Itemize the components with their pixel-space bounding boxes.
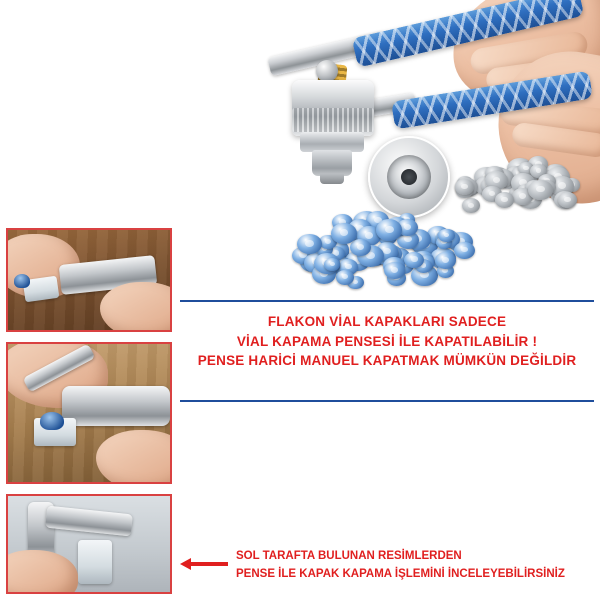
cap xyxy=(376,219,402,241)
cap xyxy=(350,239,371,256)
photo2-hand-2 xyxy=(96,430,172,484)
photo-crimping-step-1 xyxy=(6,228,172,332)
cap xyxy=(435,252,456,269)
cap xyxy=(331,223,356,244)
photo3-vial xyxy=(78,540,112,584)
divider-bottom xyxy=(180,400,594,402)
cap xyxy=(384,262,405,279)
bottom-note-line-1: SOL TARAFTA BULUNAN RESİMLERDEN xyxy=(236,550,462,562)
closeup-center xyxy=(401,169,417,185)
photo2-cap xyxy=(40,412,64,430)
closeup-jaw xyxy=(387,155,431,199)
cap xyxy=(404,252,424,268)
cap xyxy=(336,270,354,285)
photo-crimping-step-2 xyxy=(6,342,172,484)
cap xyxy=(558,192,577,208)
bottom-note-line-2: PENSE İLE KAPAK KAPAMA İŞLEMİNİ İNCELEYEBİLİRSİNİZ xyxy=(236,567,565,580)
headline-line-3: PENSE HARİCİ MANUEL KAPATMAK MÜMKÜN DEĞİLDİR xyxy=(197,353,577,369)
cap xyxy=(454,242,475,259)
cap xyxy=(495,192,514,208)
crimping-head-closeup xyxy=(368,136,450,218)
headline-line-1: FLAKON VİAL KAPAKLARI SADECE xyxy=(267,314,507,329)
photo1-hand-2 xyxy=(100,282,172,332)
photo-crimping-step-3 xyxy=(6,494,172,594)
headline-line-2: VİAL KAPAMA PENSESİ İLE KAPATILABİLİR ! xyxy=(236,333,538,349)
photo1-cap xyxy=(14,274,30,288)
left-arrow-icon xyxy=(180,558,228,570)
divider-top xyxy=(180,300,594,302)
cap xyxy=(462,198,480,213)
crimping-head-collar xyxy=(300,132,364,152)
crimping-head-knurl xyxy=(292,108,374,132)
crimping-head-nose xyxy=(312,150,352,176)
headline-block xyxy=(180,312,594,371)
cap xyxy=(528,180,553,200)
bottom-note-block xyxy=(236,548,588,584)
crimping-head-tip xyxy=(320,174,344,184)
plier-pivot xyxy=(316,60,338,82)
photo2-crimper xyxy=(62,386,170,426)
